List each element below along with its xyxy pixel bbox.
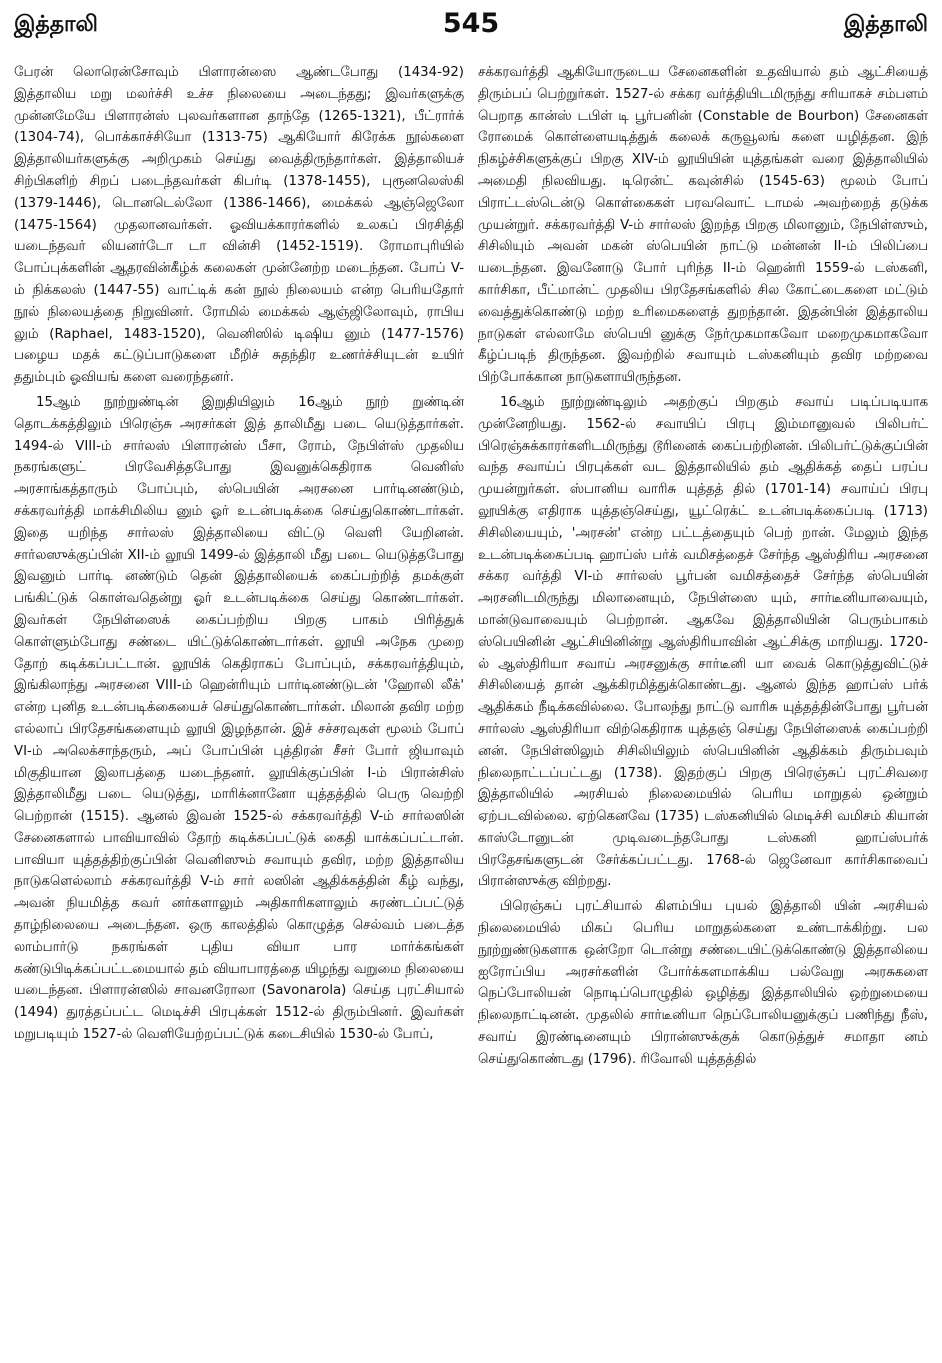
page-number: 545 xyxy=(442,8,500,39)
page-header xyxy=(14,6,928,40)
paragraph: 15ஆம் நூற்றுண்டின் இறுதியிலும் 16ஆம் நூற் றுண்டின் தொடக்கத்திலும் பிரெஞ்சு அரசர்கள் இத் தாலிமீது படை யெடுத்தார்கள். 1494-ல் VIII-ம் சார்லஸ் பிளாரன்ஸ் பீசா, ரோம், நேபிள்ஸ் முதலிய நகரங்களுட் பிரவேசித்தபோது இவனுக்கெதிராக வெனிஸ் அரசாங்கத்தாரும் போப்பும், ஸ்பெயின் அரசனை பார்டினண்டும், சக்கரவர்த்தி மாக்சிமிலிய னும் ஓர் உடன்படிக்கை செய்துகொண்டார்கள். இதை யறிந்த சார்லஸ் இத்தாலியை விட்டு வெளி யேறினன். சார்லஸுக்குப்பின் XII-ம் லூயி 1499-ல் இத்தாலி மீது படை யெடுத்தபோது இவனும் பார்டி னண்டும் தென் இத்தாலியைக் கைப்பற்றித் தமக்குள் பங்கிட்டுக் கொள்வதென்று ஓர் உடன்படிக்கை செய்து கொண்டார்கள். இவர்கள் நேபிள்ஸைக் கைப்பற்றிய பிறகு பாகம் பிரித்துக் கொள்ளும்போது சண்டை யிட்டுக்கொண்டார்கள். லூயி அநேக முறை தோற் கடிக்கப்பட்டான். லூயிக் கெதிராகப் போப்பும், சக்கரவர்த்தியும், இங்கிலாந்து அரசனை VIII-ம் ஹென்ரியும் பார்டினண்டுடன் 'ஹோலி லீக்' என்ற புனித உடன்படிக்கையைச் செய்துகொண்டார்கள். மிலான் தவிர மற்ற எல்லாப் பிரதேசங்களையும் லூயி இழந்தான். இச் சச்சரவுகள் மூலம் போப் VI-ம் அலெக்சாந்தரும், அப் போப்பின் புத்திரன் சீசர் போர் ஜியாவும் மிகுதியான இலாபத்தை யடைந்தனர். லூயிக்குப்பின் I-ம் பிரான்சிஸ் இத்தாலிமீது படை யெடுத்து, மாரிக்னானோ யுத்தத்தில் பெரு வெற்றி பெற்றான் (1515). ஆனல் இவன் 1525-ல் சக்கரவர்த்தி V-ம் சார்லஸின் சேனைகளால் பாவியாவில் தோற் கடிக்கப்பட்டுக் கைதி யாக்கப்பட்டான். பாவியா யுத்தத்திற்குப்பின் வெனிஸும் சவாயும் தவிர, மற்ற இத்தாலிய நாடுகளெல்லாம் சக்கரவர்த்தி V-ம் சார் லஸின் ஆதிக்கத்தின் கீழ் வந்து, அவன் நியமித்த கவர் னர்களாலும் அதிகாரிகளாலும் சுரண்டப்பட்டுத் தாழ்நிலையை அடைந்தன. ஒரு காலத்தில் கொழுத்த செல்வம் படைத்த லாம்பார்டு நகரங்கள் புதிய வியா பார மார்க்கங்கள் கண்டுபிடிக்கப்பட்டமையால் தம் வியாபாரத்தை யிழந்து வறுமை நிலையை யடைந்தன. பிளாரன்ஸில் சாவனரோலா (Savonarola) செய்த புரட்சியால் (1494) துரத்தப்பட்ட மெடிச்சி பிரபுக்கள் 1512-ல் திரும்பினர். இவர்கள் மறுபடியும் 1527-ல் வெளியேற்றப்பட்டுக் கடைசியில் 1530-ல் போப், xyxy=(14,394,464,1043)
running-title-right: இத்தாலி xyxy=(844,12,928,37)
paragraph: சக்கரவர்த்தி ஆகியோருடைய சேனைகளின் உதவியால் தம் ஆட்சியைத் திரும்பப் பெற்றுர்கள். 1527-ல் சக்கர வர்த்தியிடமிருந்து சரியாகச் சம்பளம் பெறாத கான்ஸ் டபிள் டி பூர்பனின் (Constable de Bourbon) சேனைகள் ரோமைக் கொள்ளையடித்துக் கலைக் கருவூலங் களை யழித்தன. இந் நிகழ்ச்சிகளுக்குப் பிறகு XIV-ம் லூயியின் யுத்தங்கள் வரை இத்தாலியில் அமைதி நிலவியது. டிரென்ட் கவுன்சில் (1545-63) மூலம் போப் பிராட்டஸ்டென்டு கொள்கைகள் பரவவொட் டாமல் அவற்றைத் தடுக்க முயன்றுர். சக்கரவர்த்தி V-ம் சார்லஸ் இறந்த பிறகு மிலானும், நேபிள்ஸும், சிசிலியும் அவன் மகன் ஸ்பெயின் நாட்டு மன்னன் II-ம் பிலிப்பை யடைந்தன. இவனோடு போர் புரிந்த II-ம் ஹென்ரி 1559-ல் டஸ்கனி, கார்சிகா, பீட்மான்ட் முதலிய பிரதேசங்களில் சில கோட்டைகளை மட்டும் வைத்துக்கொண்டு மற்ற உரிமைகளைத் துறந்தான். இதன்பின் இத்தாலிய நாடுகள் எல்லாமே ஸ்பெயி னுக்கு நேர்முகமாகவோ மறைமுகமாகவோ கீழ்ப்படிந் திருந்தன. இவற்றில் சவாயும் டஸ்கனியும் தவிர மற்றவை பிற்போக்கான நாடுகளாயிருந்தன. xyxy=(478,65,928,386)
right-column xyxy=(478,62,928,1352)
left-column xyxy=(14,62,464,1352)
paragraph: பேரன் லொரென்சோவும் பிளாரன்ஸை ஆண்டபோது (1434-92) இத்தாலிய மறு மலர்ச்சி உச்ச நிலையை அடைந்தது; இவர்களுக்கு முன்னமேயே பிளாரன்ஸ் புலவர்களான தாந்தே (1265-1321), பீட்ரார்க் (1304-74), பொக்காச்சியோ (1313-75) ஆகியோர் கிரேக்க நூல்களை இத்தாலியர்களுக்கு அறிமுகம் செய்து வைத்திருந்தார்கள். இத்தாலியச் சிற்பிகளிற் சிறப் படைந்தவர்கள் கிபர்டி (1378-1455), புரூனலெஸ்கி (1379-1446), டொனடெல்லோ (1386-1466), மைக்கல் ஆஞ்ஜெலோ (1475-1564) முதலானவர்கள். ஓவியக்காரர்களில் உலகப் பிரசித்தி யடைந்தவர் லியனர்டோ டா வின்சி (1452-1519). ரோமாபுரியில் போப்புக்களின் ஆதரவின்கீழ்க் கலைகள் முன்னேற்ற மடைந்தன. போப் V-ம் நிக்கலஸ் (1447-55) வாட்டிக் கன் நூல் நிலையம் என்ற பெரியதோர் நூல் நிலையத்தை நிறுவினர். ரோமில் மைக்கல் ஆஞ்ஜிலோவும், ராபிய லும் (Raphael, 1483-1520), வெனிஸில் டிஷிய னும் (1477-1576) பழைய மதக் கட்டுப்பாடுகளை மீறிச் சுதந்திர உணர்ச்சியுடன் உயிர் ததும்பும் ஓவியங் களை வரைந்தனர். xyxy=(14,65,464,386)
running-title-left: இத்தாலி xyxy=(14,12,98,37)
paragraph: 16ஆம் நூற்றுண்டிலும் அதற்குப் பிறகும் சவாய் படிப்படியாக முன்னேறியது. 1562-ல் சவாயிப் பிரபு இம்மானுவல் பிலிபர்ட் பிரெஞ்சுக்காரர்களிடமிருந்து டூரினைக் கைப்பற்றினன். பிலிபர்ட்டுக்குப்பின் வந்த சவாய்ப் பிரபுக்கள் வட இத்தாலியில் தம் ஆதிக்கத் தைப் பரப்ப முயன்றுர்கள். ஸ்பானிய வாரிசு யுத்தத் தில் (1701-14) சவாய்ப் பிரபு லூயிக்கு எதிராக யுத்தஞ்செய்து, யூட்ரெக்ட் உடன்படிக்கைப்படி (1713) சிசிலியையும், 'அரசன்' என்ற பட்டத்தையும் பெற் றான். மேலும் இந்த உடன்படிக்கைப்படி ஹாப்ஸ் பர்க் வமிசத்தைச் சேர்ந்த ஆஸ்திரிய அரசனை சக்கர வர்த்தி VI-ம் சார்லஸ் பூர்பன் வமிசத்தைச் சேர்ந்த ஸ்பெயின் அரசனிடமிருந்து மிலானையும், நேபிள்ஸை யும், சார்டீனியாவையும், மான்டுவாவையும் பெற்றான். ஆகவே இத்தாலியின் பெரும்பாகம் ஸ்பெயினின் ஆட்சியினின்று ஆஸ்திரியாவின் ஆட்சிக்கு மாறியது. 1720-ல் ஆஸ்திரியா சவாய் அரசனுக்கு சார்டீனி யா வைக் கொடுத்துவிட்டுச் சிசிலியைத் தான் ஆக்கிரமித்துக்கொண்டது. ஆனல் இந்த ஹாப்ஸ் பர்க் ஆதிக்கம் நீடிக்கவில்லை. போலந்து நாட்டு வாரிசு யுத்தத்தின்போது பூர்பன் சார்லஸ் ஆஸ்திரியா விற்கெதிராக யுத்தஞ் செய்து நேபிள்ஸைக் கைப்பற்றி னன். நேபிள்ஸிலும் சிசிலியிலும் ஸ்பெயினின் ஆதிக்கம் திரும்பவும் நிலைநாட்டப்பட்டது (1738). இதற்குப் பிறகு பிரெஞ்சுப் புரட்சிவரை இத்தாலியில் அரசியல் நிலைமையில் பெரிய மாறுதல் ஒன்றும் ஏற்படவில்லை. ஏற்கெனவே (1735) டஸ்கனியில் மெடிச்சி வமிசம் கியான் காஸ்டோனுடன் முடிவடைந்தபோது டஸ்கனி ஹாப்ஸ்பர்க் பிரதேசங்களுடன் சேர்க்கப்பட்டது. 1768-ல் ஜெனேவா கார்சிகாவைப் பிரான்ஸுக்கு விற்றது. xyxy=(478,394,928,890)
paragraph: பிரெஞ்சுப் புரட்சியால் கிளம்பிய புயல் இத்தாலி யின் அரசியல் நிலைமையில் மிகப் பெரிய மாறுதல்களை உண்டாக்கிற்று. பல நூற்றுண்டுகளாக ஒன்றோ டொன்று சண்டையிட்டுக்கொண்டு இத்தாலியை ஐரோப்பிய அரசர்களின் போர்க்களமாக்கிய பல்வேறு அரசுகளை நெப்போலியன் நொடிப்பொழுதில் ஒழித்து இத்தாலியில் ஒற்றுமையை நிலைநாட்டினன். முதலில் சார்டீனியா நெப்போலியனுக்குப் பணிந்து நீஸ், சவாய் இரண்டினையும் பிரான்ஸுக்குக் கொடுத்துச் சமாதா னம் செய்துகொண்டது (1796). ரிவோலி யுத்தத்தில் xyxy=(478,899,928,1067)
